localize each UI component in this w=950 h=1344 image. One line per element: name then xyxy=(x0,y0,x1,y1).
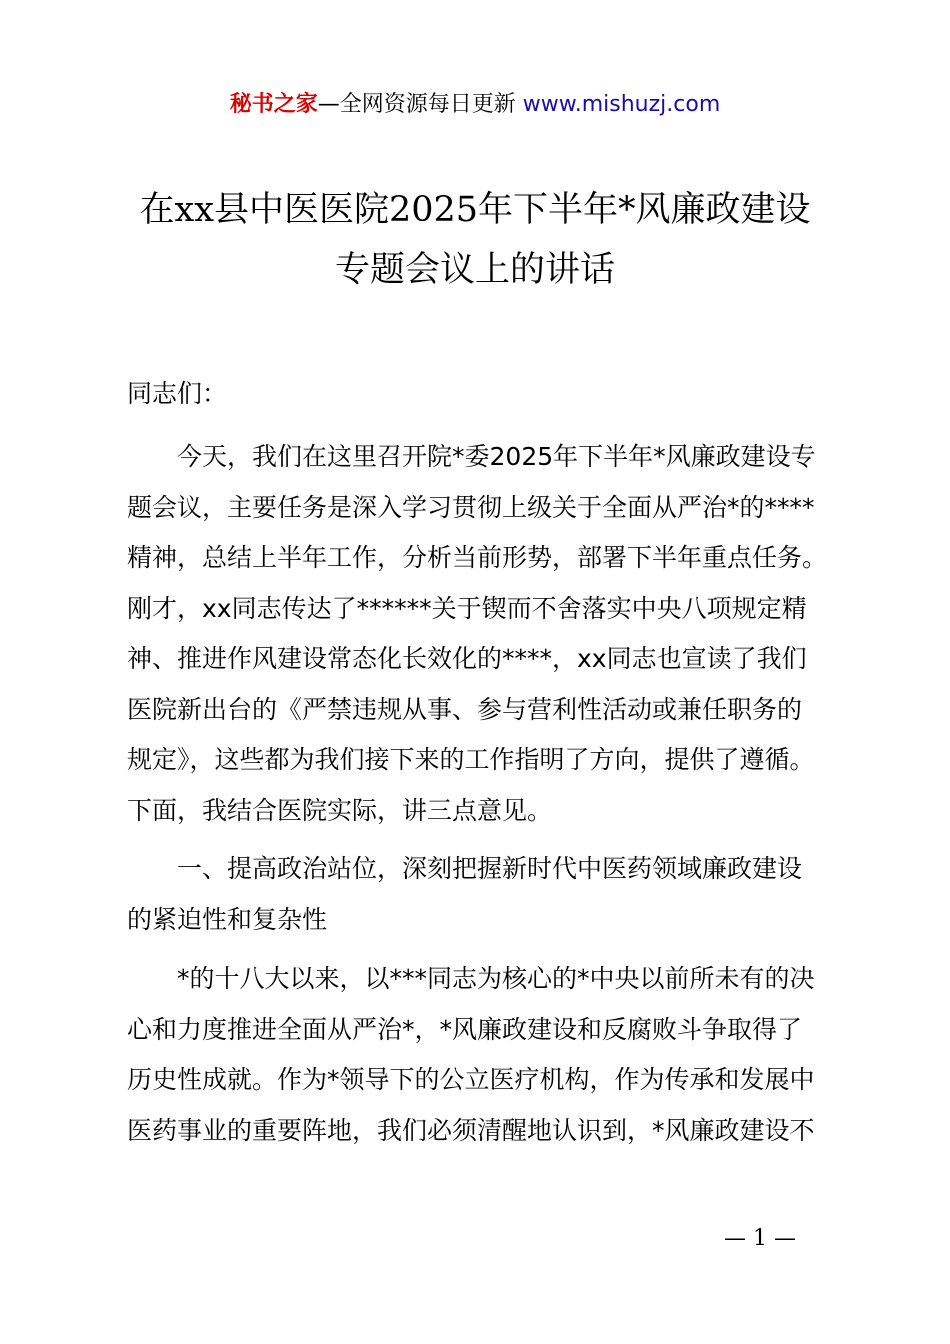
paragraph-line: 医药事业的重要阵地，我们必须清醒地认识到，*风廉政建设不 xyxy=(127,1115,815,1145)
paragraph-line: 医院新出台的《严禁违规从事、参与营利性活动或兼任职务的 xyxy=(127,694,803,724)
brand-name: 秘书之家 xyxy=(229,92,318,117)
site-header xyxy=(0,88,950,122)
salutation: 同志们： xyxy=(127,379,228,408)
paragraph-intro xyxy=(127,432,837,836)
paragraph-line: 历史性成就。作为*领导下的公立医疗机构，作为传承和发展中 xyxy=(127,1065,815,1094)
site-url-link[interactable]: www.mishuzj.com xyxy=(522,92,721,117)
section-heading-1 xyxy=(127,844,837,945)
paragraph-section-1 xyxy=(127,954,837,1156)
paragraph-line: 刚才，xx同志传达了******关于锲而不舍落实中央八项规定精 xyxy=(127,593,807,623)
paragraph-line: *的十八大以来，以***同志为核心的*中央以前所未有的决 xyxy=(177,964,815,993)
document-title xyxy=(0,180,950,300)
paragraph-line: 神、推进作风建设常态化长效化的****，xx同志也宣读了我们 xyxy=(127,644,807,673)
paragraph-line: 下面，我结合医院实际，讲三点意见。 xyxy=(127,795,553,825)
page-number: — 1 — xyxy=(724,1226,796,1251)
heading-line: 的紧迫性和复杂性 xyxy=(127,904,328,934)
title-line-2: 专题会议上的讲话 xyxy=(334,250,615,290)
paragraph-line: 今天，我们在这里召开院*委2025年下半年*风廉政建设专 xyxy=(177,442,816,471)
paragraph-line: 题会议，主要任务是深入学习贯彻上级关于全面从严治*的**** xyxy=(127,492,815,522)
paragraph-line: 精神，总结上半年工作，分析当前形势，部署下半年重点任务。 xyxy=(127,543,828,572)
paragraph-line: 心和力度推进全面从严治*，*风廉政建设和反腐败斗争取得了 xyxy=(127,1014,803,1044)
title-line-1: 在xx县中医医院2025年下半年*风廉政建设 xyxy=(139,190,811,230)
paragraph-line: 规定》，这些都为我们接下来的工作指明了方向，提供了遵循。 xyxy=(127,745,815,774)
heading-line: 一、提高政治站位，深刻把握新时代中医药领域廉政建设 xyxy=(177,854,803,883)
header-slogan: —全网资源每日更新 xyxy=(317,92,523,117)
